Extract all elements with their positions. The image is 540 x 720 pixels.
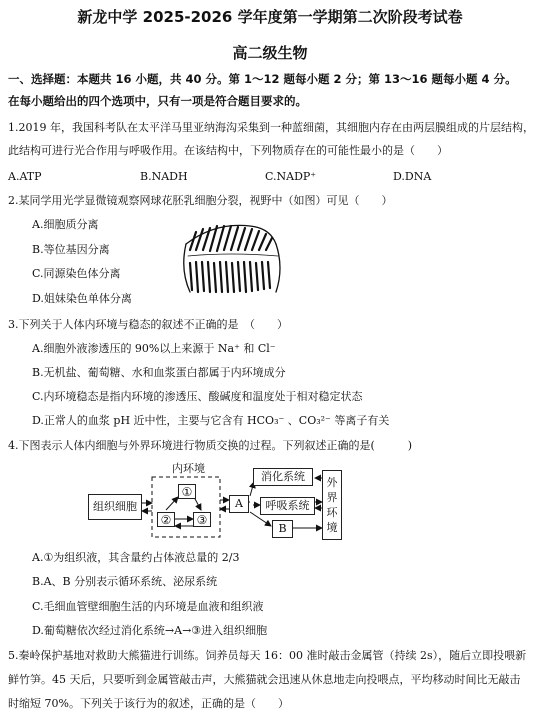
q4-option-c: C.毛细血管壁细胞生活的内环境是血液和组织液	[32, 600, 264, 613]
tissue-cells-box: 组织细胞	[88, 494, 142, 520]
compartment-3: ③	[193, 512, 211, 527]
q3-option-c: C.内环境稳态是指内环境的渗透压、酸碱度和温度处于相对稳定状态	[32, 390, 363, 403]
section-heading-line2: 在每小题给出的四个选项中，只有一项是符合题目要求的。	[8, 94, 307, 108]
exam-subtitle: 高二级生物	[232, 44, 308, 62]
q3-option-a: A.细胞外液渗透压的 90%以上来源于 Na⁺ 和 Cl⁻	[32, 342, 276, 355]
q2-option-b: B.等位基因分离	[32, 243, 110, 256]
compartment-1: ①	[178, 484, 196, 499]
q4-option-b: B.A、B 分别表示循环系统、泌尿系统	[32, 575, 218, 588]
respiratory-system-box: 呼吸系统	[260, 497, 315, 515]
system-a-box: A	[229, 495, 249, 513]
system-b-box: B	[272, 520, 293, 538]
external-char-1: 外	[326, 476, 338, 489]
inner-environment-label: 内环境	[172, 462, 205, 475]
digestive-system-box: 消化系统	[253, 468, 313, 486]
q2-stem: 2.某同学用光学显微镜观察网球花胚乳细胞分裂，视野中（如图）可见（ ）	[8, 194, 393, 207]
q3-option-b: B.无机盐、葡萄糖、水和血浆蛋白都属于内环境成分	[32, 366, 286, 379]
q1-option-d: D.DNA	[393, 170, 432, 183]
q4-stem: 4.下图表示人体内细胞与外界环境进行物质交换的过程。下列叙述正确的是( )	[8, 439, 413, 452]
q1-option-a: A.ATP	[8, 170, 42, 183]
q5-stem-line1: 5.秦岭保护基地对救助大熊猫进行训练。饲养员每天 16：00 准时敲击金属管（持续 2s），随后立即投喂新	[8, 649, 527, 662]
q5-stem-line3: 时缩短 70%。下列关于该行为的叙述，正确的是（ ）	[8, 697, 289, 710]
q4-option-d: D.葡萄糖依次经过消化系统→A→③进入组织细胞	[32, 624, 268, 637]
q1-stem-line2: 此结构可进行光合作用与呼吸作用。在该结构中，下列物质存在的可能性最小的是（ ）	[8, 144, 448, 157]
external-environment-box	[322, 470, 342, 540]
q5-stem-line2: 鲜竹笋。45 天后，只要听到金属管敲击声，大熊猫就会迅速从休息地走向投喂点，平均移动时间比无敲击	[8, 673, 521, 686]
q2-option-c: C.同源染色体分离	[32, 267, 121, 280]
q2-option-a: A.细胞质分离	[32, 218, 99, 231]
section-heading-line1: 一、选择题：本题共 16 小题，共 40 分。第 1～12 题每小题 2 分；第 13～16 题每小题 4 分。	[8, 72, 517, 86]
external-char-4: 境	[326, 521, 338, 534]
q3-option-d: D.正常人的血浆 pH 近中性，主要与它含有 HCO₃⁻ 、CO₃²⁻ 等离子有关	[32, 414, 390, 427]
external-char-2: 界	[326, 491, 338, 504]
q1-option-c: C.NADP⁺	[265, 170, 317, 183]
q2-option-d: D.姐妹染色单体分离	[32, 292, 132, 305]
q1-option-b: B.NADH	[140, 170, 188, 183]
q3-stem: 3.下列关于人体内环境与稳态的叙述不正确的是 （ ）	[8, 318, 288, 331]
compartment-2: ②	[157, 512, 175, 527]
exam-title: 新龙中学 2025-2026 学年度第一学期第二次阶段考试卷	[77, 8, 463, 26]
q4-option-a: A.①为组织液，其含量约占体液总量的 2/3	[32, 551, 240, 564]
external-char-3: 环	[326, 506, 338, 519]
q1-stem-line1: 1.2019 年，我国科考队在太平洋马里亚纳海沟采集到一种蓝细菌，其细胞内存在由两层膜组成的片层结构，	[8, 121, 534, 134]
